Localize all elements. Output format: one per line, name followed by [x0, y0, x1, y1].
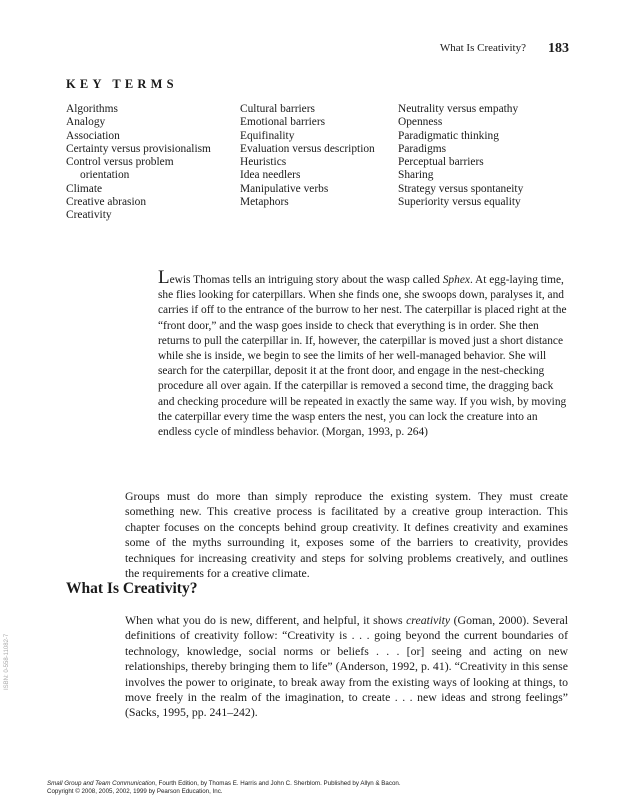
key-term: Openness [398, 116, 443, 129]
opening-quote [158, 267, 570, 440]
page-number: 183 [548, 41, 569, 56]
key-term-continuation: orientation [80, 169, 130, 182]
footer-copyright: Copyright © 2008, 2005, 2002, 1999 by Pearson Education, Inc. [47, 788, 223, 795]
key-term: Perceptual barriers [398, 156, 484, 169]
key-term: Paradigmatic thinking [398, 129, 499, 142]
drop-cap: L [158, 267, 170, 288]
key-term: Emotional barriers [240, 116, 326, 129]
key-term: Metaphors [240, 196, 289, 209]
running-head [440, 40, 569, 56]
section-paragraph-text: When what you do is new, different, and helpful, it shows [125, 613, 407, 627]
key-terms-heading: KEY TERMS [66, 77, 178, 91]
key-term: Sharing [398, 169, 434, 182]
key-term: Cultural barriers [240, 103, 315, 115]
key-term: Manipulative verbs [240, 182, 329, 195]
key-terms-column-1 [66, 103, 211, 223]
key-term: Control versus problem [66, 156, 174, 169]
key-term: Algorithms [66, 103, 118, 115]
quote-italic: Sphex [442, 274, 470, 286]
key-term: Idea needlers [240, 169, 301, 182]
key-term: Climate [66, 182, 103, 195]
running-title: What Is Creativity? [439, 42, 526, 54]
footer-book-title: Small Group and Team Communication [47, 780, 156, 787]
quote-text: ewis Thomas tells an intriguing story about the wasp called [169, 274, 443, 286]
intro-paragraph: Groups must do more than simply reproduce the existing system. They must create something new. This creative process is facilitated by a creative group interaction. This chapter focuses on the concepts behind group creativity. It defines creativity and examines some of the myths surrounding it, exposes some of the barriers to creativity, provides techniques for increasing creativity and steps for solving problems creatively, and outlines the requirements for a creative climate. [125, 489, 568, 581]
margin-isbn: ISBN: 0-558-11082-7 [4, 633, 10, 690]
key-term: Certainty versus provisionalism [66, 142, 211, 155]
key-term: Superiority versus equality [398, 196, 521, 209]
footer-credits: , Fourth Edition, by Thomas E. Harris and John C. Sherblom. Published by Allyn & Bacon. [155, 780, 401, 787]
key-term: Analogy [66, 116, 106, 129]
section-paragraph-text-continued: (Goman, 2000). Several definitions of creativity follow: “Creativity is . . . going beyond the current boundaries of technology, knowledge, social norms or beliefs . . . [or] seeing and acting on new relationships, thereby bringing them to life” (Anderson, 1992, p. 41). “Creativity in this sense involves the power to originate, to break away from the existing ways of looking at things, to move freely in the realm of the imagination, to create . . . new ideas and strong feelings” (Sacks, 1995, pp. 241–242). [125, 613, 568, 720]
key-terms-column-2 [240, 103, 375, 209]
quote-text-continued: . At egg-laying time, she flies looking for caterpillars. When she finds one, she swoops down, paralyses it, and carries if off to the entrance of the burrow to her nest. The caterpillar is placed right at the “front door,” and the wasp goes inside to check that everything is in order. She then returns to pull the caterpillar in. If, however, the caterpillar is moved just a short distance while she is inside, we begin to see the limits of her well-managed behavior. She will search for the caterpillar, deposit it at the front door, and engage in the nest-checking procedure all over again. If the caterpillar is removed a second time, the dragging back and checking procedure will be repeated in exactly the same way. If you wish, by moving the caterpillar every time the wasp enters the nest, you can lock the creature into an endless cycle of mindless behavior. (Morgan, 1993, p. 264) [158, 274, 567, 439]
section-heading: What Is Creativity? [66, 580, 198, 597]
key-term: Neutrality versus empathy [398, 103, 519, 115]
footer-line-1 [47, 780, 401, 788]
key-term: Creative abrasion [66, 196, 147, 209]
section-paragraph-italic: creativity [406, 613, 451, 627]
key-terms-column-3 [398, 103, 523, 209]
key-term: Creativity [66, 209, 112, 222]
key-term: Heuristics [240, 156, 287, 169]
section-paragraph [125, 613, 568, 721]
key-term: Strategy versus spontaneity [398, 182, 524, 195]
key-term: Equifinality [240, 129, 295, 142]
key-term: Evaluation versus description [240, 142, 375, 155]
key-term: Association [66, 129, 120, 142]
key-term: Paradigms [398, 142, 447, 155]
